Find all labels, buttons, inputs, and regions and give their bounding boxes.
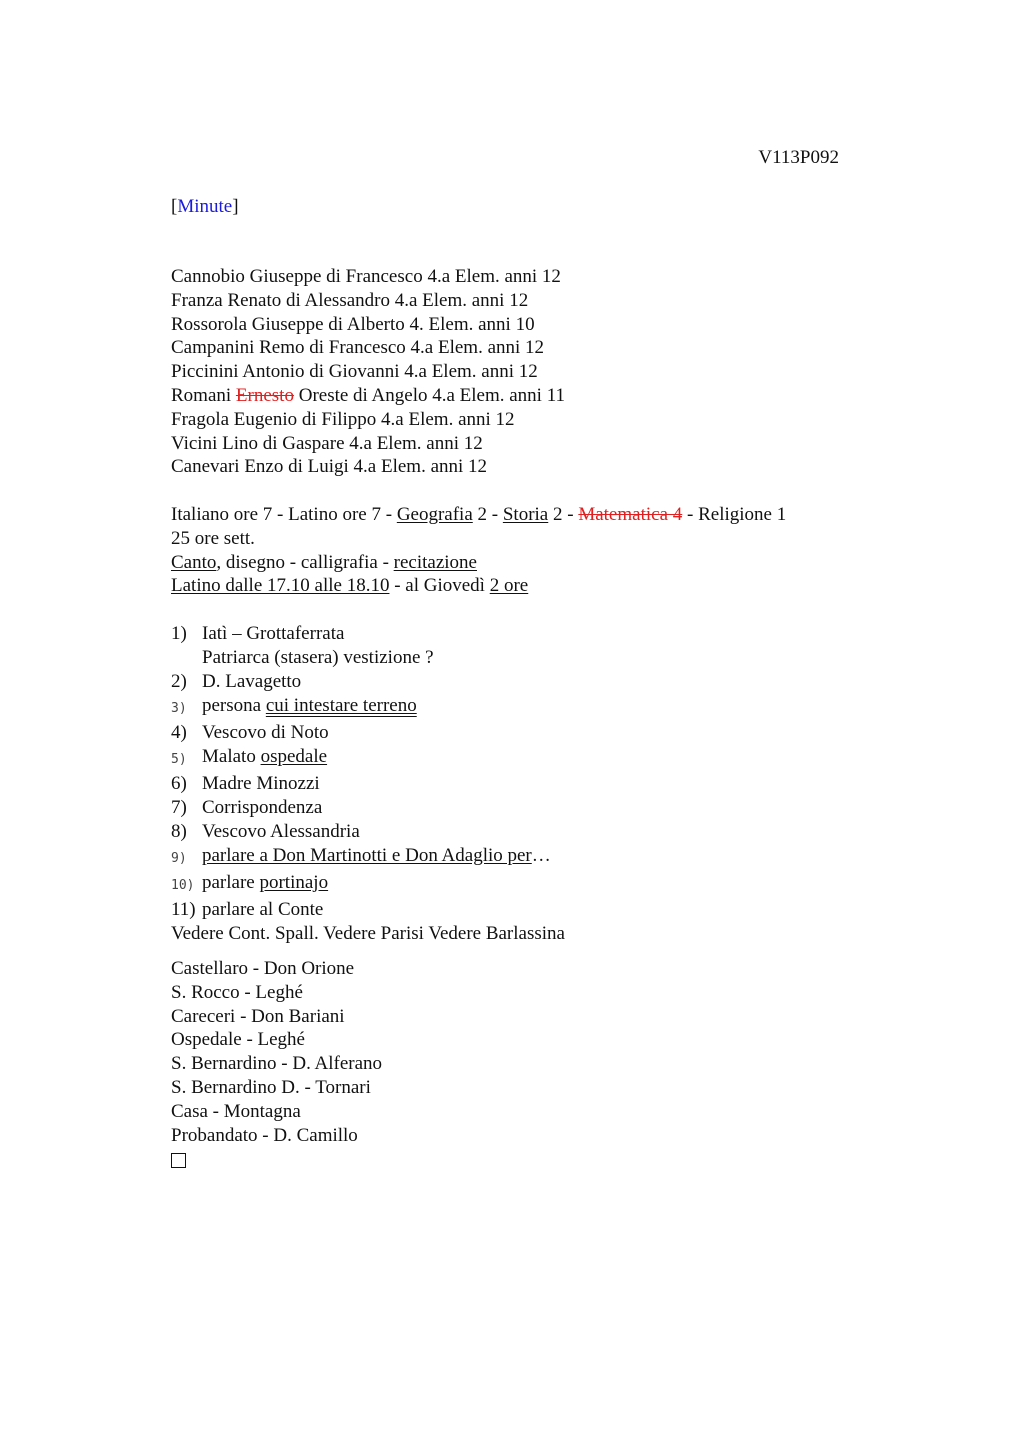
schedule-line: 25 ore sett. [171, 527, 255, 549]
numbered-list [171, 622, 565, 946]
list-item: Patriarca (stasera) vestizione ? [202, 647, 434, 668]
empty-box-icon [171, 1153, 186, 1168]
list-item: 3) persona cui intestare terreno [171, 695, 417, 716]
student-line: Romani Ernesto Oreste di Angelo 4.a Elem. anni 11 [171, 384, 566, 406]
schedule-line: Canto, disegno - calligrafia - recitazione [171, 551, 477, 573]
struck-subject: Matematica 4 [578, 504, 683, 525]
place-line: S. Bernardino D. - Tornari [171, 1076, 371, 1098]
schedule-line: Latino dalle 17.10 alle 18.10 - al Giovedì 2 ore [171, 575, 529, 597]
student-line: Fragola Eugenio di Filippo 4.a Elem. anni 12 [171, 408, 515, 430]
student-list [171, 265, 565, 479]
place-line: Ospedale - Leghé [171, 1029, 305, 1051]
place-line: Careceri - Don Bariani [171, 1005, 345, 1027]
student-line: Rossorola Giuseppe di Alberto 4. Elem. anni 10 [171, 313, 535, 335]
student-line: Cannobio Giuseppe di Francesco 4.a Elem. anni 12 [171, 266, 561, 287]
list-item: 7) Corrispondenza [171, 797, 323, 818]
list-item: 11) parlare al Conte [171, 899, 324, 920]
student-line: Franza Renato di Alessandro 4.a Elem. anni 12 [171, 289, 529, 311]
minute-link[interactable]: Minute [177, 196, 233, 217]
list-item: 10) parlare portinajo [171, 872, 329, 893]
list-item: 4) Vescovo di Noto [171, 722, 329, 743]
minute-header: [Minute] [171, 196, 239, 217]
schedule-line: Italiano ore 7 - Latino ore 7 - Geografia 2 - Storia 2 - Matematica 4 - Religione 1 [171, 504, 787, 525]
schedule-block [171, 503, 786, 598]
vedere-line: Vedere Cont. Spall. Vedere Parisi Vedere Barlassina [171, 923, 565, 944]
struck-name: Ernesto [235, 384, 294, 406]
place-line: S. Bernardino - D. Alferano [171, 1053, 383, 1075]
place-line: Castellaro - Don Orione [171, 958, 355, 979]
list-item: 1) Iatì – Grottaferrata [171, 623, 345, 644]
list-item: 5) Malato ospedale [171, 746, 328, 767]
list-item: 8) Vescovo Alessandria [171, 821, 360, 842]
place-line: Casa - Montagna [171, 1100, 301, 1122]
student-line: Canevari Enzo di Luigi 4.a Elem. anni 12 [171, 456, 488, 478]
list-item: 9) parlare a Don Martinotti e Don Adaglio per… [171, 845, 551, 866]
place-line: Probandato - D. Camillo [171, 1124, 358, 1146]
document-id: V113P092 [758, 147, 839, 168]
student-line: Piccinini Antonio di Giovanni 4.a Elem. anni 12 [171, 361, 538, 383]
place-line: S. Rocco - Leghé [171, 981, 303, 1003]
student-line: Campanini Remo di Francesco 4.a Elem. anni 12 [171, 337, 545, 359]
student-line: Vicini Lino di Gaspare 4.a Elem. anni 12 [171, 432, 483, 454]
places-list [171, 957, 382, 1175]
list-item: 2) D. Lavagetto [171, 671, 302, 692]
list-item: 6) Madre Minozzi [171, 773, 320, 794]
